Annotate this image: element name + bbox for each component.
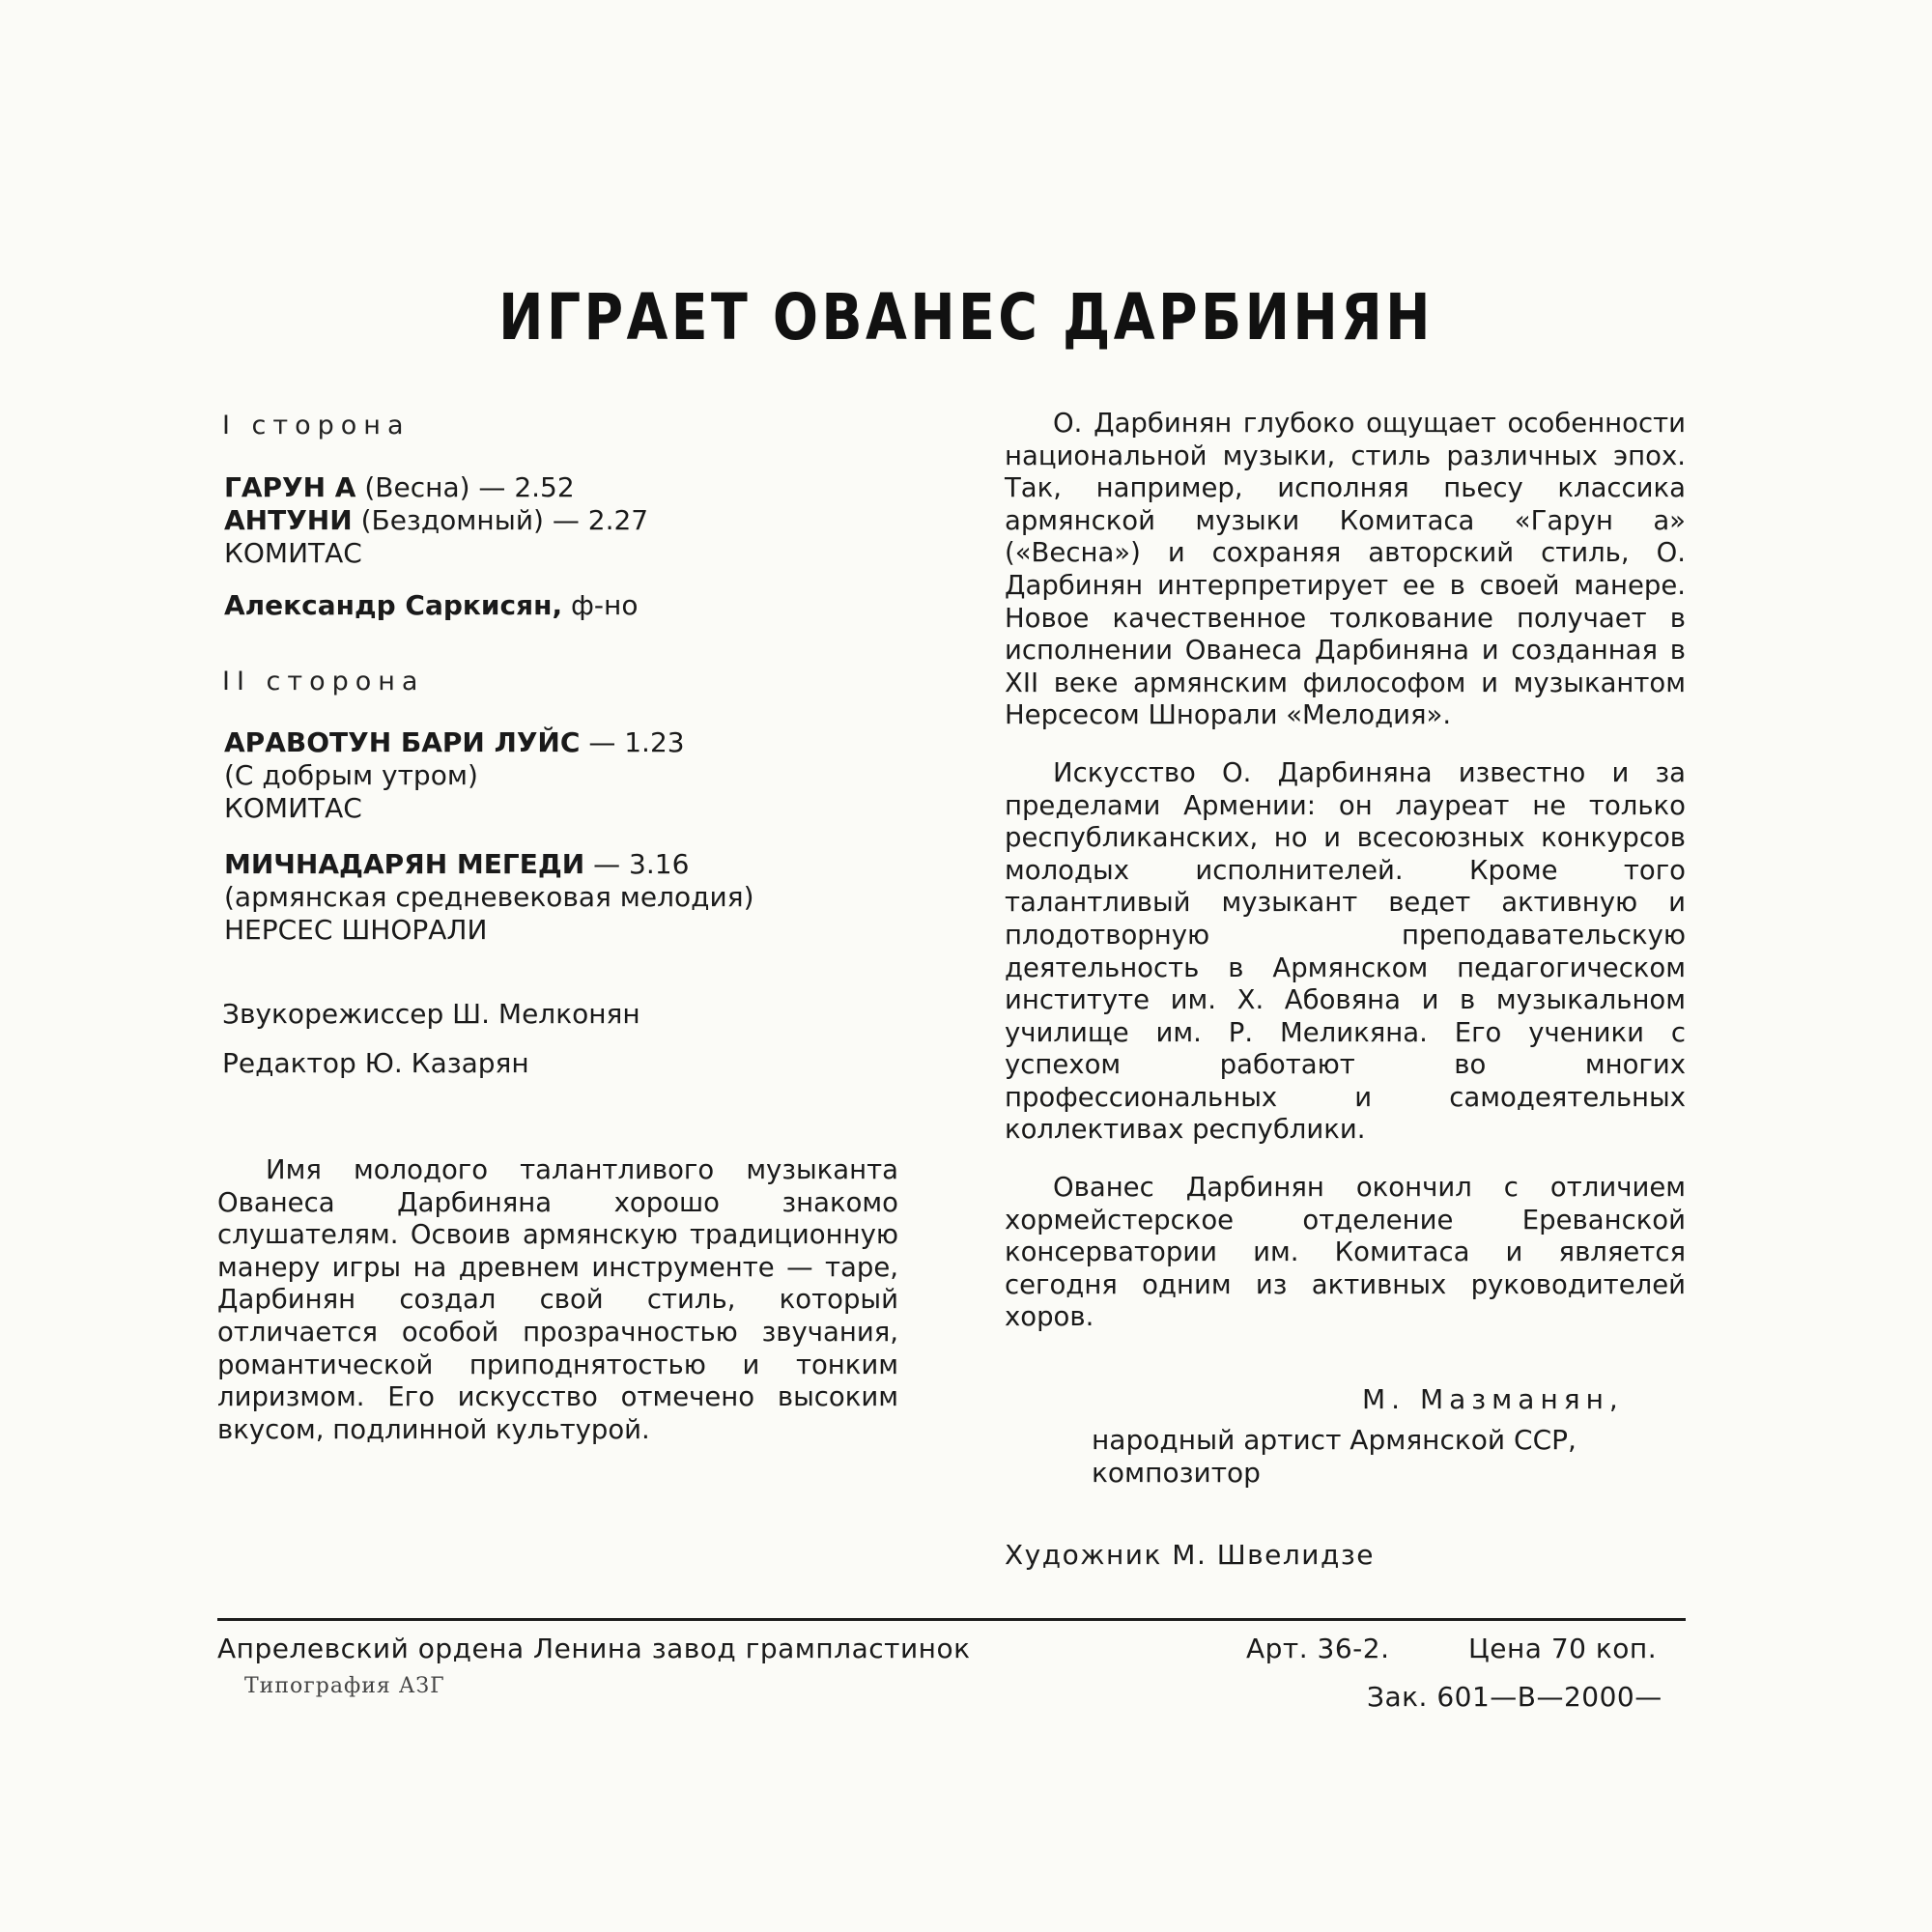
performer [224, 589, 638, 622]
track-subtitle: (Весна) — 2.52 [355, 471, 575, 503]
track-title: ГАРУН А [224, 471, 356, 503]
track-michnadaryan [224, 848, 689, 881]
track-subtitle: (С добрым утром) [224, 759, 478, 791]
annotation-paragraph-1: О. Дарбинян глубоко ощущает особенности национальной музыки, стиль различных эпох. Так, например, исполняя пьесу классика армянской музыки Комитаса «Гарун а» («Весна») и сохраняя авторский стиль, О. Дарбинян интерпретирует ее в своей манере. Новое качественное толкование получает в исполнении Ованеса Дарбиняна и созданная в XII веке армянским философом и музыкантом Нерсесом Шнорали «Мелодия». [1005, 408, 1686, 731]
right-annotation [1005, 408, 1686, 1334]
track-title: АРАВОТУН БАРИ ЛУЙС [224, 726, 581, 758]
left-annotation [217, 1154, 898, 1446]
track-antuni [224, 504, 648, 537]
factory-name: Апрелевский ордена Ленина завод грампластинок [217, 1633, 971, 1664]
article-number: Арт. 36-2. [1246, 1633, 1390, 1664]
annotation-paragraph: Имя молодого талантливого музыканта Ованеса Дарбиняна хорошо знакомо слушателям. Освоив армянскую традиционную манеру игры на древнем инструменте — таре, Дарбинян создал свой стиль, который отличается особой прозрачностью звучания, романтической приподнятостью и тонким лиризмом. Его искусство отмечено высоким вкусом, подлинной культурой. [217, 1154, 898, 1445]
performer-name: Александр Саркисян, [224, 589, 563, 621]
track-aravotun [224, 726, 685, 759]
performer-instrument: ф-но [562, 589, 639, 621]
track-title: МИЧНАДАРЯН МЕГЕДИ [224, 848, 585, 880]
track-subtitle: (Бездомный) — 2.27 [352, 504, 649, 536]
track-composer: КОМИТАС [224, 792, 362, 824]
track-subtitle: (армянская средневековая мелодия) [224, 881, 754, 913]
order-number: Зак. 601—В—2000— [1367, 1681, 1662, 1713]
side-1-composer: КОМИТАС [224, 537, 362, 569]
artist-credit: Художник М. Швелидзе [1005, 1539, 1375, 1571]
side-1-label: I сторона [222, 411, 411, 440]
page-title: ИГРАЕТ ОВАНЕС ДАРБИНЯН [498, 280, 1434, 355]
signature-title: народный артист Армянской ССР, [1092, 1424, 1577, 1456]
annotation-paragraph-3: Ованес Дарбинян окончил с отличием хормейстерское отделение Ереванской консерватории им. Комитаса и является сегодня одним из активных руководителей хоров. [1005, 1172, 1686, 1333]
track-composer: НЕРСЕС ШНОРАЛИ [224, 914, 488, 946]
signature-name: М. Мазманян, [1362, 1383, 1624, 1415]
printer-credit: Типография АЗГ [244, 1674, 445, 1698]
footer-divider [217, 1618, 1686, 1621]
annotation-paragraph-2: Искусство О. Дарбиняна известно и за пределами Армении: он лауреат не только республиканских, но и всесоюзных конкурсов молодых исполнителей. Кроме того талантливый музыкант ведет активную и плодотворную преподавательскую деятельность в Армянском педагогическом институте им. Х. Абовяна и в музыкальном училище им. Р. Меликяна. Его ученики с успехом работают во многих профессиональных и самодеятельных коллективах республики. [1005, 756, 1686, 1146]
sound-engineer: Звукорежиссер Ш. Мелконян [222, 998, 640, 1030]
signature-role: композитор [1092, 1457, 1261, 1489]
track-title: АНТУНИ [224, 504, 353, 536]
track-garun-a [224, 471, 575, 504]
price: Цена 70 коп. [1468, 1633, 1658, 1664]
track-duration: — 1.23 [580, 726, 685, 758]
side-2-label: II сторона [222, 667, 425, 696]
track-duration: — 3.16 [584, 848, 690, 880]
editor: Редактор Ю. Казарян [222, 1047, 529, 1079]
